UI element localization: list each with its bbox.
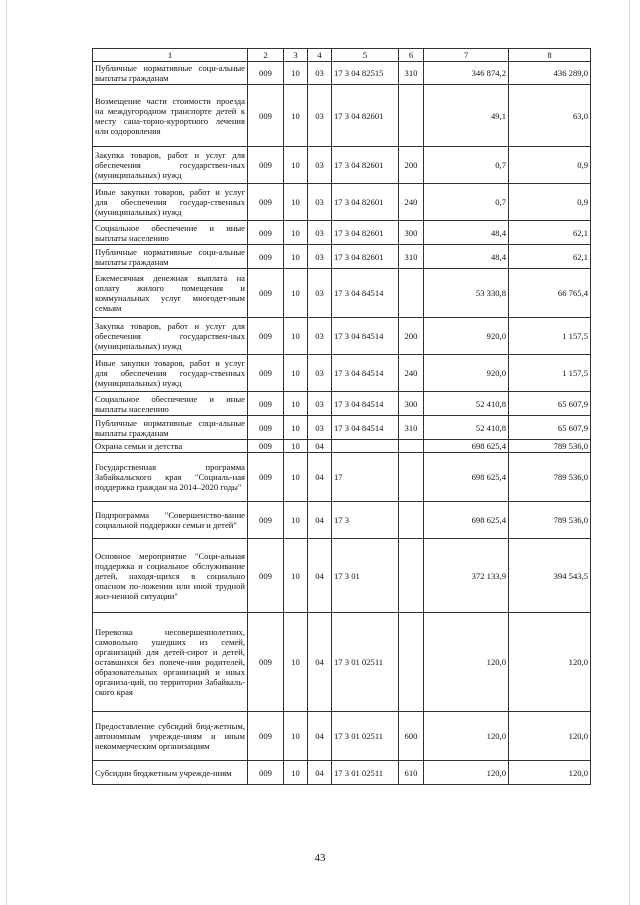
row-name-cell: Подпрограмма "Совершенство-вание социальной поддержки семьи и детей": [93, 502, 248, 539]
row-expense-type-cell: [399, 85, 424, 147]
row-amount-year2-cell: 789 536,0: [509, 440, 591, 453]
row-code-cell: 009: [248, 318, 284, 355]
table-row: [93, 85, 591, 147]
row-subsection-cell: 03: [308, 318, 332, 355]
row-subsection-cell: 04: [308, 440, 332, 453]
row-amount-year1-cell: 372 133,9: [424, 539, 509, 613]
row-target-article-cell: [332, 440, 399, 453]
row-section-cell: 10: [284, 613, 308, 712]
header-cell-6: 6: [399, 49, 424, 62]
row-name-cell: Возмещение части стоимости проезда на междугородном транспорте детей к месту сана-торно-курортного лечения или оздоровления: [93, 85, 248, 147]
row-amount-year1-cell: 48,4: [424, 221, 509, 245]
row-expense-type-cell: 610: [399, 761, 424, 785]
row-section-cell: 10: [284, 355, 308, 392]
row-expense-type-cell: 310: [399, 245, 424, 269]
row-code-cell: 009: [248, 85, 284, 147]
row-amount-year2-cell: 65 607,9: [509, 392, 591, 416]
row-name-cell: Иные закупки товаров, работ и услуг для обеспечения государ-ственных (муниципальных) нужд: [93, 355, 248, 392]
row-target-article-cell: 17 3 04 84514: [332, 318, 399, 355]
row-amount-year1-cell: 346 874,2: [424, 62, 509, 85]
table-row: [93, 355, 591, 392]
table-row: [93, 269, 591, 318]
row-subsection-cell: 04: [308, 539, 332, 613]
row-amount-year1-cell: 52 410,8: [424, 416, 509, 440]
row-amount-year2-cell: 1 157,5: [509, 318, 591, 355]
row-target-article-cell: 17 3 04 84514: [332, 392, 399, 416]
row-target-article-cell: 17 3 04 82601: [332, 147, 399, 184]
row-expense-type-cell: [399, 453, 424, 502]
row-section-cell: 10: [284, 539, 308, 613]
row-name-cell: Социальное обеспечение и иные выплаты населению: [93, 221, 248, 245]
row-expense-type-cell: 200: [399, 318, 424, 355]
row-expense-type-cell: 200: [399, 147, 424, 184]
row-subsection-cell: 03: [308, 355, 332, 392]
row-code-cell: 009: [248, 453, 284, 502]
row-code-cell: 009: [248, 440, 284, 453]
row-section-cell: 10: [284, 245, 308, 269]
scan-edge-right: [629, 0, 630, 905]
row-expense-type-cell: 240: [399, 184, 424, 221]
header-cell-1: 1: [93, 49, 248, 62]
row-code-cell: 009: [248, 392, 284, 416]
row-name-cell: Закупка товаров, работ и услуг для обеспечения государствен-ных (муниципальных) нужд: [93, 147, 248, 184]
row-section-cell: 10: [284, 761, 308, 785]
row-amount-year1-cell: 120,0: [424, 712, 509, 761]
row-code-cell: 009: [248, 416, 284, 440]
row-amount-year2-cell: 789 536,0: [509, 453, 591, 502]
row-target-article-cell: 17 3 04 84514: [332, 355, 399, 392]
row-target-article-cell: 17 3 04 82601: [332, 245, 399, 269]
row-section-cell: 10: [284, 221, 308, 245]
row-amount-year2-cell: 62,1: [509, 221, 591, 245]
row-amount-year2-cell: 1 157,5: [509, 355, 591, 392]
row-amount-year1-cell: 698 625,4: [424, 440, 509, 453]
row-subsection-cell: 03: [308, 416, 332, 440]
row-amount-year2-cell: 66 765,4: [509, 269, 591, 318]
table-row: [93, 221, 591, 245]
table-row: [93, 62, 591, 85]
row-name-cell: Предоставление субсидий бюд-жетным, автономным учрежде-ниям и иным некоммерческим организациям: [93, 712, 248, 761]
row-amount-year2-cell: 65 607,9: [509, 416, 591, 440]
row-code-cell: 009: [248, 269, 284, 318]
row-amount-year1-cell: 0,7: [424, 147, 509, 184]
row-subsection-cell: 03: [308, 85, 332, 147]
row-name-cell: Охрана семьи и детства: [93, 440, 248, 453]
row-code-cell: 009: [248, 62, 284, 85]
row-code-cell: 009: [248, 355, 284, 392]
row-expense-type-cell: 600: [399, 712, 424, 761]
row-subsection-cell: 03: [308, 245, 332, 269]
table-row: [93, 392, 591, 416]
table-row: [93, 416, 591, 440]
row-amount-year1-cell: 0,7: [424, 184, 509, 221]
row-section-cell: 10: [284, 62, 308, 85]
header-cell-7: 7: [424, 49, 509, 62]
row-amount-year1-cell: 120,0: [424, 761, 509, 785]
row-expense-type-cell: 300: [399, 392, 424, 416]
row-amount-year2-cell: 120,0: [509, 712, 591, 761]
row-amount-year2-cell: 120,0: [509, 613, 591, 712]
table-row: [93, 245, 591, 269]
row-section-cell: 10: [284, 147, 308, 184]
row-subsection-cell: 03: [308, 269, 332, 318]
row-code-cell: 009: [248, 221, 284, 245]
row-amount-year1-cell: 49,1: [424, 85, 509, 147]
row-expense-type-cell: 300: [399, 221, 424, 245]
row-expense-type-cell: 310: [399, 416, 424, 440]
row-expense-type-cell: [399, 539, 424, 613]
row-subsection-cell: 03: [308, 62, 332, 85]
row-section-cell: 10: [284, 85, 308, 147]
row-section-cell: 10: [284, 712, 308, 761]
row-target-article-cell: 17 3: [332, 502, 399, 539]
table-row: [93, 147, 591, 184]
row-amount-year2-cell: 436 289,0: [509, 62, 591, 85]
row-subsection-cell: 03: [308, 184, 332, 221]
table-row: [93, 184, 591, 221]
row-code-cell: 009: [248, 147, 284, 184]
row-amount-year2-cell: 63,0: [509, 85, 591, 147]
row-subsection-cell: 04: [308, 613, 332, 712]
row-name-cell: Публичные нормативные соци-альные выплаты гражданам: [93, 416, 248, 440]
row-target-article-cell: 17 3 04 82601: [332, 221, 399, 245]
row-expense-type-cell: [399, 502, 424, 539]
row-name-cell: Основное мероприятие "Соци-альная поддержка и социальное обслуживание детей, находя-щихся в социально опасном по-ложении или иной трудной жиз-ненной ситуации": [93, 539, 248, 613]
row-amount-year1-cell: 920,0: [424, 355, 509, 392]
row-subsection-cell: 04: [308, 502, 332, 539]
table-row: [93, 502, 591, 539]
header-cell-3: 3: [284, 49, 308, 62]
row-target-article-cell: 17 3 04 82515: [332, 62, 399, 85]
row-target-article-cell: 17 3 01 02511: [332, 613, 399, 712]
table-row: [93, 613, 591, 712]
budget-table: [92, 48, 591, 785]
row-target-article-cell: 17 3 04 84514: [332, 416, 399, 440]
row-section-cell: 10: [284, 502, 308, 539]
table-row: [93, 453, 591, 502]
row-subsection-cell: 03: [308, 392, 332, 416]
row-expense-type-cell: [399, 269, 424, 318]
header-cell-4: 4: [308, 49, 332, 62]
row-amount-year2-cell: 789 536,0: [509, 502, 591, 539]
row-name-cell: Ежемесячная денежная выплата на оплату жилого помещения и коммунальных услуг многодет-ным семьям: [93, 269, 248, 318]
table-row: [93, 318, 591, 355]
row-target-article-cell: 17: [332, 453, 399, 502]
row-amount-year1-cell: 52 410,8: [424, 392, 509, 416]
row-expense-type-cell: 240: [399, 355, 424, 392]
row-section-cell: 10: [284, 318, 308, 355]
row-section-cell: 10: [284, 184, 308, 221]
row-section-cell: 10: [284, 269, 308, 318]
row-target-article-cell: 17 3 04 82601: [332, 184, 399, 221]
row-code-cell: 009: [248, 245, 284, 269]
header-cell-2: 2: [248, 49, 284, 62]
row-amount-year2-cell: 62,1: [509, 245, 591, 269]
row-amount-year1-cell: 920,0: [424, 318, 509, 355]
row-name-cell: Перевозка несовершеннолетних, самовольно ушедших из семей, организаций для детей-сирот и детей, оставшихся без попече-ния родителей, образовательных организаций и иных организа-ций, по территории Забайкаль-ского края: [93, 613, 248, 712]
row-target-article-cell: 17 3 01 02511: [332, 761, 399, 785]
row-section-cell: 10: [284, 392, 308, 416]
table-row: [93, 440, 591, 453]
row-target-article-cell: 17 3 01: [332, 539, 399, 613]
row-amount-year2-cell: 394 543,5: [509, 539, 591, 613]
table-row: [93, 712, 591, 761]
row-section-cell: 10: [284, 440, 308, 453]
row-expense-type-cell: [399, 613, 424, 712]
row-target-article-cell: 17 3 04 82601: [332, 85, 399, 147]
row-amount-year2-cell: 0,9: [509, 147, 591, 184]
scan-edge-left: [6, 0, 7, 905]
row-target-article-cell: 17 3 04 84514: [332, 269, 399, 318]
row-expense-type-cell: [399, 440, 424, 453]
row-name-cell: Субсидии бюджетным учрежде-ниям: [93, 761, 248, 785]
row-code-cell: 009: [248, 502, 284, 539]
row-subsection-cell: 04: [308, 712, 332, 761]
row-code-cell: 009: [248, 712, 284, 761]
row-amount-year1-cell: 48,4: [424, 245, 509, 269]
row-amount-year1-cell: 120,0: [424, 613, 509, 712]
row-code-cell: 009: [248, 539, 284, 613]
row-amount-year1-cell: 698 625,4: [424, 502, 509, 539]
table-row: [93, 539, 591, 613]
row-subsection-cell: 04: [308, 761, 332, 785]
row-section-cell: 10: [284, 416, 308, 440]
row-subsection-cell: 03: [308, 147, 332, 184]
row-name-cell: Публичные нормативные соци-альные выплаты гражданам: [93, 62, 248, 85]
row-name-cell: Закупка товаров, работ и услуг для обеспечения государствен-ных (муниципальных) нужд: [93, 318, 248, 355]
row-amount-year2-cell: 0,9: [509, 184, 591, 221]
row-code-cell: 009: [248, 184, 284, 221]
header-row: [93, 49, 591, 62]
row-name-cell: Социальное обеспечение и иные выплаты населению: [93, 392, 248, 416]
row-expense-type-cell: 310: [399, 62, 424, 85]
row-section-cell: 10: [284, 453, 308, 502]
table-row: [93, 761, 591, 785]
row-code-cell: 009: [248, 613, 284, 712]
row-subsection-cell: 03: [308, 221, 332, 245]
row-target-article-cell: 17 3 01 02511: [332, 712, 399, 761]
page-number: 43: [314, 852, 326, 864]
header-cell-8: 8: [509, 49, 591, 62]
row-subsection-cell: 04: [308, 453, 332, 502]
header-cell-5: 5: [332, 49, 399, 62]
row-amount-year2-cell: 120,0: [509, 761, 591, 785]
row-name-cell: Публичные нормативные соци-альные выплаты гражданам: [93, 245, 248, 269]
row-code-cell: 009: [248, 761, 284, 785]
row-name-cell: Государственная программа Забайкальского края "Социаль-ная поддержка граждан на 2014–2020 годы": [93, 453, 248, 502]
row-name-cell: Иные закупки товаров, работ и услуг для обеспечения государ-ственных (муниципальных) нужд: [93, 184, 248, 221]
row-amount-year1-cell: 53 330,8: [424, 269, 509, 318]
row-amount-year1-cell: 698 625,4: [424, 453, 509, 502]
